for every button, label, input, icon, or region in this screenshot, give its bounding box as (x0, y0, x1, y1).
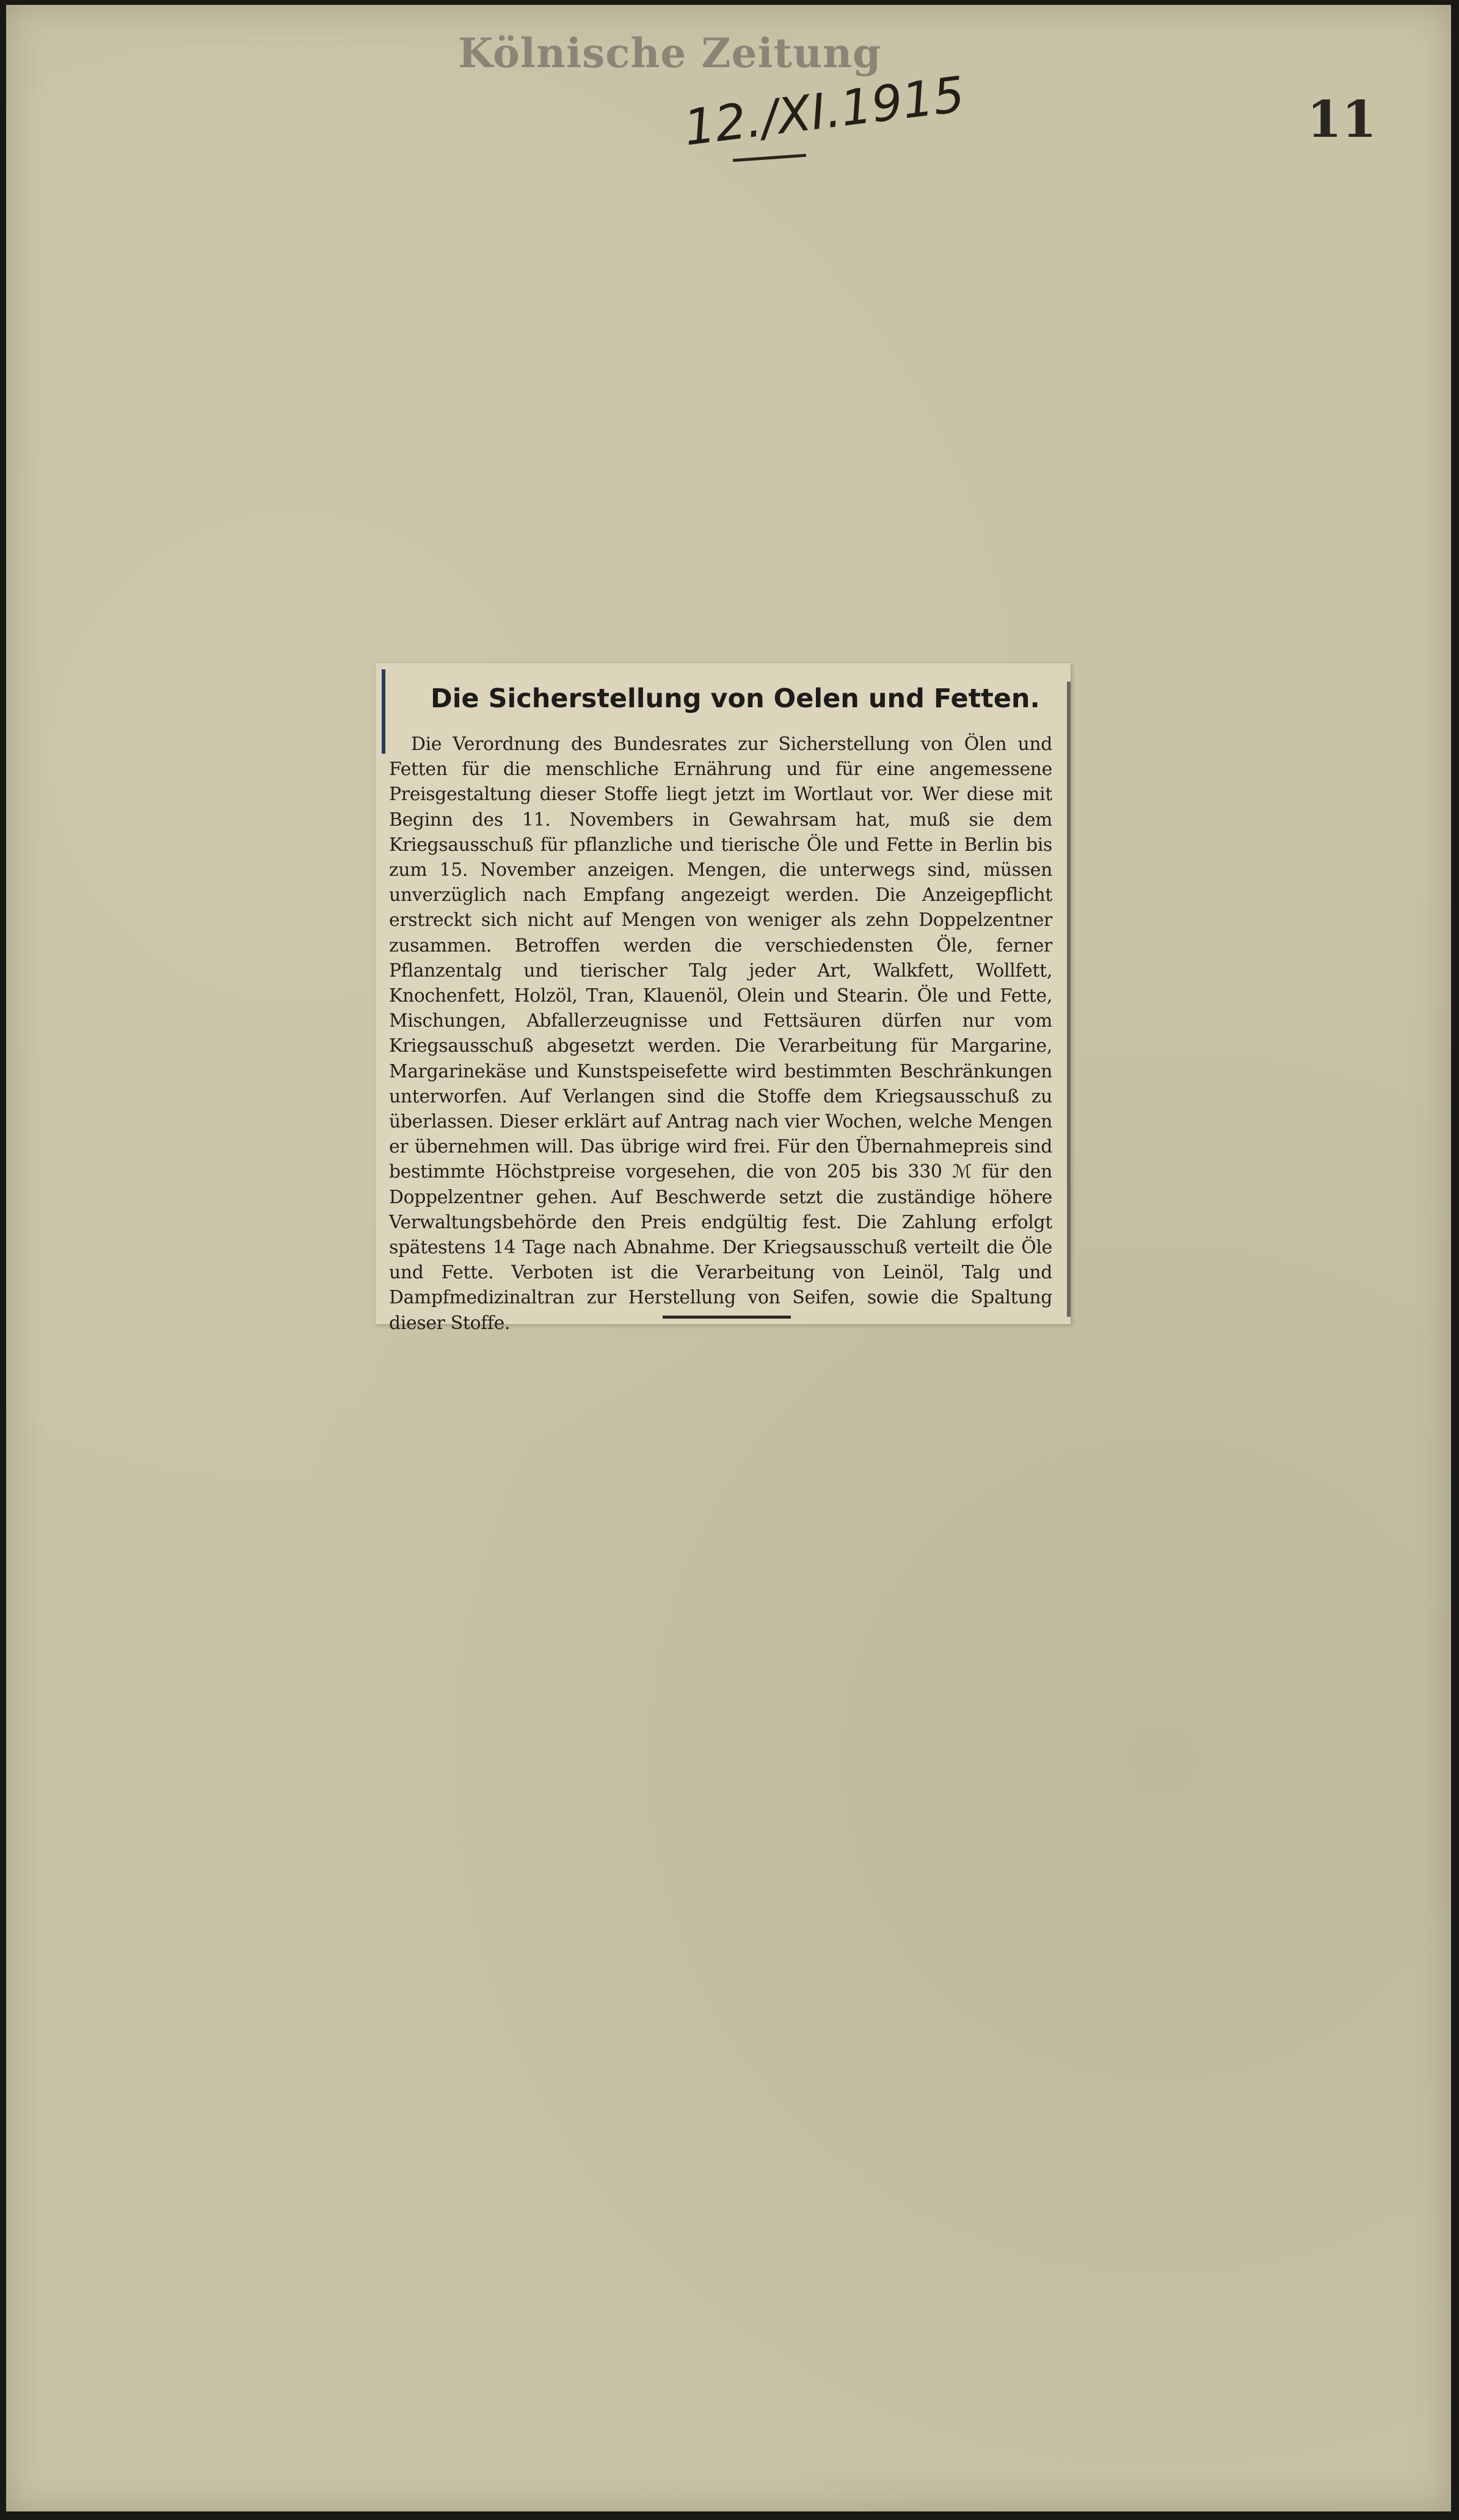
handwritten-date: 12./XI.1915 (680, 65, 968, 157)
clipping-body (389, 732, 1052, 1334)
page-number: 11 (1307, 90, 1377, 149)
archive-sheet (6, 5, 1451, 2511)
clipping-left-rule (382, 669, 385, 754)
newspaper-clipping (376, 663, 1071, 1334)
clipping-end-rule (663, 1316, 791, 1319)
newspaper-stamp: Kölnische Zeitung (458, 29, 882, 77)
clipping-title: Die Sicherstellung von Oelen und Fetten. (431, 683, 1040, 714)
clipping-right-rule (1067, 682, 1071, 1317)
clipping-paragraph: Die Verordnung des Bundesrates zur Sicherstellung von Ölen und Fetten für die menschliche Ernährung und für eine angemessene Preisgestaltung dieser Stoffe liegt jetzt im Wortlaut vor. Wer diese mit Beginn des 11. Novembers in Gewahrsam hat, muß sie dem Kriegsausschuß für pflanzliche und tierische Öle und Fette in Berlin bis zum 15. November anzeigen. Mengen, die unterwegs sind, müssen unverzüglich nach Empfang angezeigt werden. Die Anzeigepflicht erstreckt sich nicht auf Mengen von weniger als zehn Doppelzentner zusammen. Betroffen werden die verschiedensten Öle, ferner Pflanzentalg und tierischer Talg jeder Art, Walkfett, Wollfett, Knochenfett, Holzöl, Tran, Klauenöl, Olein und Stearin. Öle und Fette, Mischungen, Abfallerzeugnisse und Fettsäuren dürfen nur vom Kriegsausschuß abgesetzt werden. Die Verarbeitung für Margarine, Margarinekäse und Kunstspeisefette wird bestimmten Beschränkungen unterworfen. Auf Verlangen sind die Stoffe dem Kriegsausschuß zu überlassen. Dieser erklärt auf Antrag nach vier Wochen, welche Mengen er übernehmen will. Das übrige wird frei. Für den Übernahmepreis sind bestimmte Höchstpreise vorgesehen, die von 205 bis 330 ℳ für den Doppelzentner gehen. Auf Beschwerde setzt die zuständige höhere Verwaltungsbehörde den Preis endgültig fest. Die Zahlung erfolgt spätestens 14 Tage nach Abnahme. Der Kriegsausschuß verteilt die Öle und Fette. Verboten ist die Verarbeitung von Leinöl, Talg und Dampfmedizinaltran zur Herstellung von Seifen, sowie die Spaltung dieser Stoffe. (389, 734, 1052, 1334)
